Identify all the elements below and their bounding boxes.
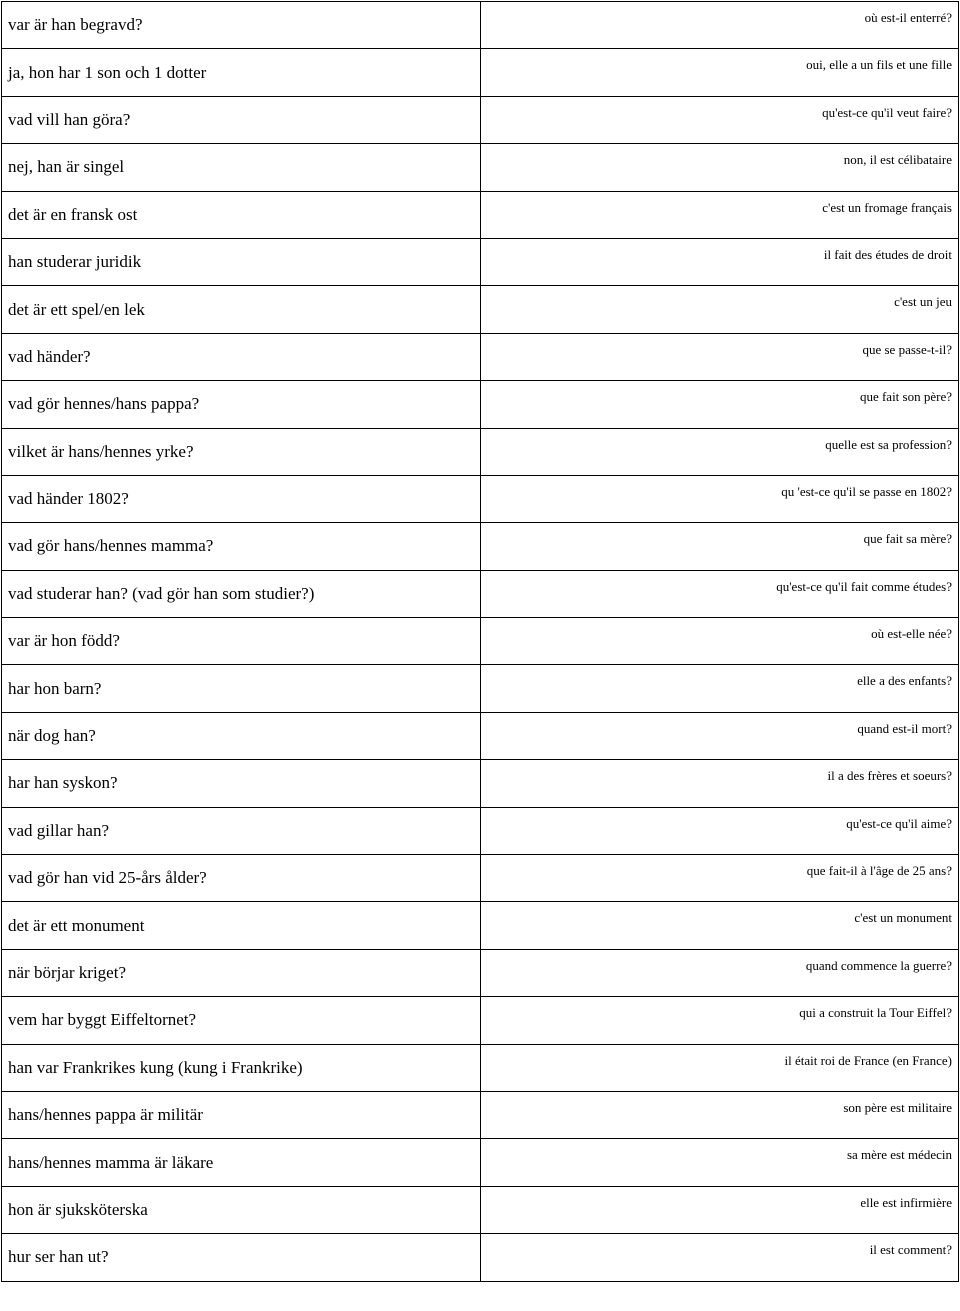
french-phrase-text: oui, elle a un fils et une fille: [806, 57, 952, 73]
table-row: [2, 428, 959, 475]
swedish-phrase-cell: var är han begravd?: [2, 2, 481, 49]
table-row: [2, 949, 959, 996]
swedish-phrase-cell: har hon barn?: [2, 665, 481, 712]
french-phrase-cell: [481, 1044, 959, 1091]
french-phrase-cell: [481, 475, 959, 522]
swedish-phrase-cell: vem har byggt Eiffeltornet?: [2, 997, 481, 1044]
french-phrase-cell: [481, 1234, 959, 1281]
table-row: [2, 523, 959, 570]
table-row: [2, 333, 959, 380]
french-phrase-cell: [481, 902, 959, 949]
swedish-phrase-cell: var är hon född?: [2, 618, 481, 665]
french-phrase-text: quand commence la guerre?: [805, 957, 952, 973]
french-phrase-cell: [481, 96, 959, 143]
table-row: [2, 665, 959, 712]
french-phrase-text: qu 'est-ce qu'il se passe en 1802?: [781, 483, 952, 499]
french-phrase-cell: [481, 333, 959, 380]
french-phrase-text: où est-elle née?: [871, 626, 952, 642]
table-row: [2, 997, 959, 1044]
french-phrase-text: elle a des enfants?: [857, 673, 952, 689]
table-row: [2, 381, 959, 428]
french-phrase-text: où est-il enterré?: [864, 10, 952, 25]
french-phrase-text: il fait des études de droit: [823, 246, 952, 262]
french-phrase-cell: [481, 381, 959, 428]
french-phrase-text: que fait sa mère?: [863, 531, 952, 547]
table-row: [2, 191, 959, 238]
table-row: [2, 238, 959, 285]
french-phrase-cell: [481, 570, 959, 617]
table-row: [2, 1044, 959, 1091]
swedish-phrase-cell: när dog han?: [2, 712, 481, 759]
swedish-phrase-cell: han studerar juridik: [2, 238, 481, 285]
french-phrase-cell: [481, 1139, 959, 1186]
french-phrase-text: que se passe-t-il?: [862, 341, 952, 357]
french-phrase-text: il a des frères et soeurs?: [827, 768, 952, 784]
table-row: [2, 144, 959, 191]
french-phrase-text: quand est-il mort?: [857, 720, 952, 736]
swedish-phrase-cell: vad gillar han?: [2, 807, 481, 854]
swedish-phrase-cell: vad gör hans/hennes mamma?: [2, 523, 481, 570]
french-phrase-cell: [481, 191, 959, 238]
french-phrase-cell: [481, 712, 959, 759]
french-phrase-cell: [481, 523, 959, 570]
swedish-phrase-cell: vad gör hennes/hans pappa?: [2, 381, 481, 428]
swedish-phrase-cell: hon är sjuksköterska: [2, 1186, 481, 1233]
table-row: [2, 286, 959, 333]
french-phrase-text: elle est infirmière: [860, 1194, 952, 1210]
french-phrase-text: non, il est célibataire: [843, 152, 952, 168]
french-phrase-text: qui a construit la Tour Eiffel?: [799, 1005, 952, 1021]
french-phrase-cell: [481, 1186, 959, 1233]
table-row: [2, 96, 959, 143]
table-row: [2, 760, 959, 807]
french-phrase-text: qu'est-ce qu'il veut faire?: [822, 104, 952, 120]
french-phrase-cell: [481, 618, 959, 665]
french-phrase-text: sa mère est médecin: [846, 1147, 952, 1163]
swedish-phrase-cell: hans/hennes mamma är läkare: [2, 1139, 481, 1186]
french-phrase-text: c'est un jeu: [894, 294, 952, 310]
french-phrase-cell: [481, 2, 959, 49]
table-row: [2, 807, 959, 854]
vocabulary-table-body: [2, 2, 959, 1282]
table-row: [2, 1234, 959, 1281]
vocabulary-table: [1, 1, 959, 1282]
french-phrase-text: il est comment?: [869, 1242, 952, 1258]
french-phrase-text: que fait-il à l'âge de 25 ans?: [806, 863, 952, 879]
table-row: [2, 618, 959, 665]
french-phrase-text: qu'est-ce qu'il fait comme études?: [776, 578, 952, 594]
swedish-phrase-cell: när börjar kriget?: [2, 949, 481, 996]
french-phrase-cell: [481, 238, 959, 285]
french-phrase-text: que fait son père?: [859, 389, 952, 405]
table-row: [2, 2, 959, 49]
swedish-phrase-cell: ja, hon har 1 son och 1 dotter: [2, 49, 481, 96]
table-row: [2, 1186, 959, 1233]
swedish-phrase-cell: vilket är hans/hennes yrke?: [2, 428, 481, 475]
french-phrase-cell: [481, 286, 959, 333]
table-row: [2, 570, 959, 617]
french-phrase-text: son père est militaire: [843, 1099, 952, 1115]
table-row: [2, 1091, 959, 1138]
french-phrase-text: il était roi de France (en France): [784, 1052, 952, 1068]
french-phrase-cell: [481, 49, 959, 96]
swedish-phrase-cell: vad studerar han? (vad gör han som studier?): [2, 570, 481, 617]
swedish-phrase-cell: hans/hennes pappa är militär: [2, 1091, 481, 1138]
swedish-phrase-cell: nej, han är singel: [2, 144, 481, 191]
french-phrase-cell: [481, 855, 959, 902]
swedish-phrase-cell: hur ser han ut?: [2, 1234, 481, 1281]
french-phrase-cell: [481, 1091, 959, 1138]
french-phrase-cell: [481, 665, 959, 712]
french-phrase-cell: [481, 760, 959, 807]
french-phrase-cell: [481, 997, 959, 1044]
swedish-phrase-cell: det är ett monument: [2, 902, 481, 949]
swedish-phrase-cell: vad händer?: [2, 333, 481, 380]
french-phrase-cell: [481, 807, 959, 854]
swedish-phrase-cell: vad händer 1802?: [2, 475, 481, 522]
swedish-phrase-cell: det är en fransk ost: [2, 191, 481, 238]
table-row: [2, 1139, 959, 1186]
french-phrase-text: quelle est sa profession?: [825, 436, 952, 452]
swedish-phrase-cell: har han syskon?: [2, 760, 481, 807]
french-phrase-cell: [481, 144, 959, 191]
french-phrase-text: qu'est-ce qu'il aime?: [846, 815, 952, 831]
french-phrase-text: c'est un monument: [854, 910, 952, 926]
swedish-phrase-cell: vad vill han göra?: [2, 96, 481, 143]
swedish-phrase-cell: det är ett spel/en lek: [2, 286, 481, 333]
table-row: [2, 475, 959, 522]
french-phrase-text: c'est un fromage français: [822, 199, 952, 215]
table-row: [2, 855, 959, 902]
french-phrase-cell: [481, 428, 959, 475]
french-phrase-cell: [481, 949, 959, 996]
swedish-phrase-cell: han var Frankrikes kung (kung i Frankrike): [2, 1044, 481, 1091]
table-row: [2, 902, 959, 949]
table-row: [2, 712, 959, 759]
table-row: [2, 49, 959, 96]
swedish-phrase-cell: vad gör han vid 25-års ålder?: [2, 855, 481, 902]
